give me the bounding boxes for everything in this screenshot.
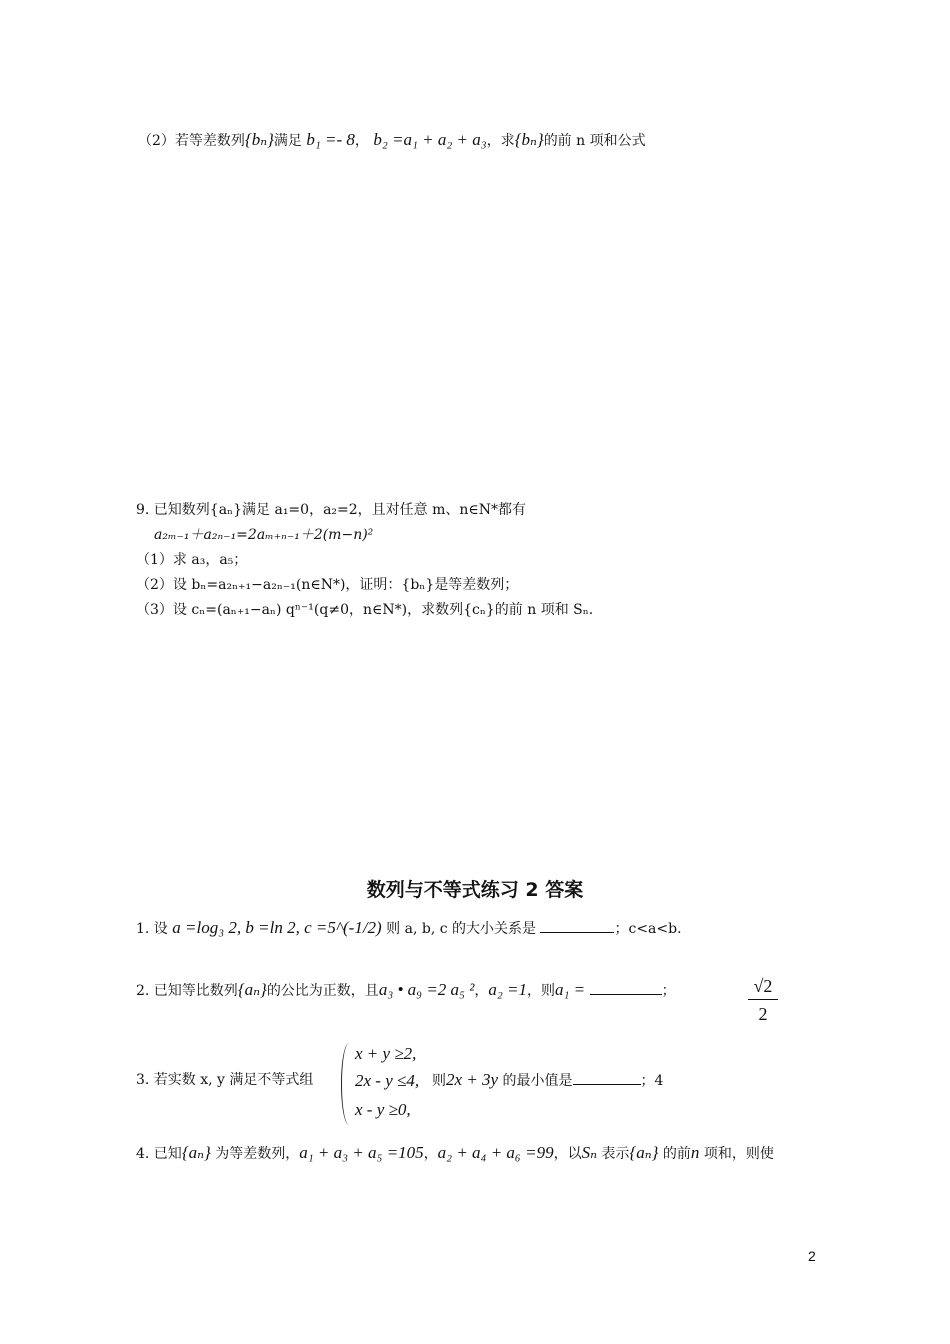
part2-tail: 的前 n 项和公式 (543, 133, 646, 149)
a1-blank (540, 932, 614, 933)
a4-cond2: a₂ + a₄ + a₆ =99 (437, 1143, 554, 1162)
a4-seq2: {aₙ} (629, 1143, 659, 1162)
a4-sep: ， (423, 1146, 438, 1162)
a4-text5: 项和，则使 (703, 1146, 774, 1162)
a4-text3: 表示 (601, 1146, 630, 1162)
a2-sep: ， (474, 983, 489, 999)
a3-expr: 2x + 3y (446, 1070, 499, 1089)
a3-ineq1: x + y ≥2, (355, 1044, 417, 1063)
a2-answer-denominator: 2 (758, 1004, 768, 1024)
a1-text: 则 a, b, c 的大小关系是 (386, 921, 537, 937)
part2-seq2: {bₙ} (514, 130, 544, 149)
a4-text2: ，以 (553, 1146, 582, 1162)
a2-ask: a₁ = (554, 980, 586, 999)
a4-prefix: 4. 已知 (136, 1146, 182, 1162)
part2-mid2: ，求 (486, 133, 515, 149)
part2-line (138, 130, 646, 151)
a3-prefix: 3. 若实数 x, y 满足不等式组 (136, 1072, 314, 1088)
a1-expr: a =log₃ 2, b =ln 2, c =5^(-1/2) (172, 918, 382, 937)
part2-prefix: （2）若等差数列 (138, 133, 245, 149)
part2-seq: {bₙ} (244, 130, 274, 149)
part2-mid1: 满足 (273, 133, 302, 149)
a2-answer-fraction (748, 976, 778, 1025)
part2-sep: ， (354, 133, 369, 149)
a4-seq: {aₙ} (181, 1143, 211, 1162)
a2-prefix: 2. 已知等比数列 (136, 983, 238, 999)
a2-answer-numerator: √2 (748, 976, 778, 1000)
a2-answer-sep: ； (661, 983, 676, 999)
q9-line2: a₂ₘ₋₁＋a₂ₙ₋₁=2aₘ₊ₙ₋₁＋2(m−n)² (154, 527, 374, 543)
a4-text1: 为等差数列， (215, 1146, 300, 1162)
a2-blank (590, 994, 662, 995)
a4-text4: 的前 (662, 1146, 691, 1162)
q9-line1: 9. 已知数列{aₙ}满足 a₁=0，a₂=2，且对任意 m、n∈N*都有 (136, 502, 527, 518)
a4-n: n (690, 1143, 700, 1162)
a3-ineq2: 2x - y ≤4, (355, 1071, 420, 1090)
a1-prefix: 1. 设 (136, 921, 168, 937)
a3-text2: 的最小值是 (502, 1073, 573, 1089)
a2-cond1: a₃ • a₉ =2 a₅ ² (378, 980, 475, 999)
a3-text: 则 (432, 1073, 446, 1089)
a2-text1: 的公比为正数，且 (266, 983, 379, 999)
answer-title: 数列与不等式练习 2 答案 (366, 879, 584, 901)
a1-line (136, 918, 682, 939)
a2-line (136, 980, 676, 1001)
a2-seq: {aₙ} (237, 980, 267, 999)
a3-line-tail (432, 1070, 663, 1091)
q9-line5: （3）设 cₙ=(aₙ₊₁−aₙ) qⁿ⁻¹(q≠0，n∈N*)，求数列{cₙ}的前 n 项和 Sₙ. (136, 602, 594, 618)
a3-blank (573, 1084, 641, 1085)
a3-line (136, 1070, 313, 1090)
a3-system-brace (341, 1043, 350, 1125)
a4-cond1: a₁ + a₃ + a₅ =105 (299, 1143, 424, 1162)
part2-b1: b₁ =- 8 (306, 130, 355, 149)
a1-answer: ；c<a<b. (614, 921, 682, 937)
q9-line4: （2）设 bₙ=a₂ₙ₊₁−a₂ₙ₋₁(n∈N*)，证明：{bₙ}是等差数列； (136, 577, 519, 593)
a2-text2: ，则 (526, 983, 555, 999)
a2-cond2: a₂ =1 (488, 980, 527, 999)
q9-line3: （1）求 a₃，a₅； (136, 552, 248, 568)
a4-line (136, 1143, 774, 1164)
a4-sn: Sₙ (581, 1143, 597, 1162)
part2-b2: b₂ =a₁ + a₂ + a₃ (373, 130, 487, 149)
a3-answer: ；4 (640, 1073, 664, 1089)
page-number: 2 (808, 1248, 816, 1264)
a3-ineq3: x - y ≥0, (355, 1100, 411, 1119)
